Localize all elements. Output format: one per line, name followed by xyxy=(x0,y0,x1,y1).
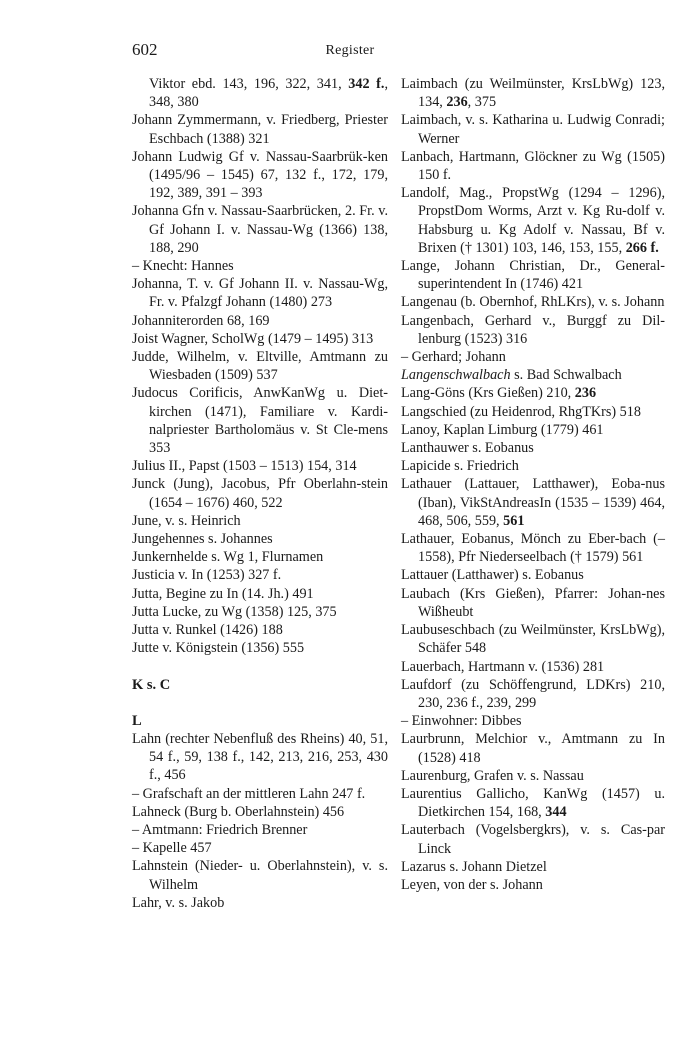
index-entry xyxy=(401,293,665,311)
entry-text: Lathauer, Eobanus, Mönch zu Eber-bach (– 1558), Pfr Niederseelbach († 1579) 561 xyxy=(401,531,665,566)
index-entry xyxy=(401,184,665,257)
entry-text: Langschied (zu Heidenrod, RhgTKrs) 518 xyxy=(401,403,641,420)
index-entry xyxy=(401,585,665,621)
index-entry xyxy=(401,421,665,439)
index-entry xyxy=(132,857,388,893)
entry-text: K s. C xyxy=(132,676,171,693)
index-entry xyxy=(401,658,665,676)
index-column-right xyxy=(401,75,665,894)
index-entry xyxy=(132,839,388,857)
entry-text: Laubuseschbach (zu Weilmünster, KrsLbWg), Schäfer 548 xyxy=(401,622,665,657)
index-entry xyxy=(132,512,388,530)
entry-text: Lang-Göns (Krs Gießen) 210, xyxy=(401,385,575,402)
entry-text: Langenbach, Gerhard v., Burggf zu Dil-lenburg (1523) 316 xyxy=(401,312,665,347)
index-entry xyxy=(401,821,665,857)
index-entry xyxy=(401,457,665,475)
index-entry xyxy=(401,257,665,293)
entry-text: Jutte v. Königstein (1356) 555 xyxy=(132,640,305,657)
index-entry xyxy=(132,621,388,639)
section-heading xyxy=(132,712,388,730)
index-entry xyxy=(132,821,388,839)
entry-text: Justicia v. In (1253) 327 f. xyxy=(132,567,282,584)
entry-text: Lattauer (Latthawer) s. Eobanus xyxy=(401,567,584,584)
index-entry xyxy=(401,785,665,821)
entry-text: Lapicide s. Friedrich xyxy=(401,458,519,475)
index-entry xyxy=(401,475,665,530)
entry-text: Lanoy, Kaplan Limburg (1779) 461 xyxy=(401,421,604,438)
entry-text: Laubach (Krs Gießen), Pfarrer: Johan-nes Wißheubt xyxy=(401,585,665,620)
index-entry xyxy=(132,275,388,311)
index-entry xyxy=(132,148,388,203)
entry-text: Lathauer (Lattauer, Latthawer), Eoba-nus (Iban), VikStAndreasIn (1535 – 1539) 464, 468, 506, 559, xyxy=(401,476,665,529)
index-entry xyxy=(401,676,665,712)
entry-text: Laurenburg, Grafen v. s. Nassau xyxy=(401,767,584,784)
entry-text: Lahneck (Burg b. Oberlahnstein) 456 xyxy=(132,803,345,820)
bold-page-reference: 344 xyxy=(545,804,567,821)
entry-text: Langenau (b. Obernhof, RhLKrs), v. s. Johann xyxy=(401,294,665,311)
entry-text: Lauerbach, Hartmann v. (1536) 281 xyxy=(401,658,605,675)
entry-text: Lahn (rechter Nebenfluß des Rheins) 40, 51, 54 f., 59, 138 f., 142, 213, 216, 253, 430 f., 456 xyxy=(132,730,388,784)
index-entry xyxy=(401,403,665,421)
entry-text: Lange, Johann Christian, Dr., General-superintendent In (1746) 421 xyxy=(401,258,665,293)
index-entry xyxy=(132,639,388,657)
index-entry xyxy=(401,730,665,766)
entry-text: s. Bad Schwalbach xyxy=(510,367,622,384)
entry-text: Johann Ludwig Gf v. Nassau-Saarbrük-ken (1495/96 – 1545) 67, 132 f., 172, 179, 192, 389, 391 – 393 xyxy=(132,148,388,202)
entry-text: Jutta v. Runkel (1426) 188 xyxy=(132,622,283,639)
entry-text: Lanbach, Hartmann, Glöckner zu Wg (1505) 150 f. xyxy=(401,148,665,184)
entry-text: Junck (Jung), Jacobus, Pfr Oberlahn-stein (1654 – 1676) 460, 522 xyxy=(132,476,388,511)
index-entry xyxy=(401,858,665,876)
index-entry xyxy=(132,348,388,384)
entry-text: Johann Zymmermann, v. Friedberg, Priester Eschbach (1388) 321 xyxy=(132,112,388,147)
index-entry xyxy=(401,111,665,147)
entry-text: Jungehennes s. Johannes xyxy=(132,531,273,548)
index-entry xyxy=(401,566,665,584)
bold-page-reference: 561 xyxy=(503,512,525,529)
entry-text: Lahnstein (Nieder- u. Oberlahnstein), v. s. Wilhelm xyxy=(132,858,388,893)
index-column-left xyxy=(132,75,388,912)
entry-text: Lauterbach (Vogelsbergkrs), v. s. Cas-par Linck xyxy=(401,822,665,857)
index-entry xyxy=(132,475,388,511)
entry-text: – Amtmann: Friedrich Brenner xyxy=(132,821,308,838)
index-entry xyxy=(132,548,388,566)
entry-text: Junkernhelde s. Wg 1, Flurnamen xyxy=(132,549,324,566)
entry-text: Judde, Wilhelm, v. Eltville, Amtmann zu Wiesbaden (1509) 537 xyxy=(132,349,388,384)
index-entry xyxy=(401,767,665,785)
entry-text: Johanniterorden 68, 169 xyxy=(132,312,270,329)
entry-text: Lanthauwer s. Eobanus xyxy=(401,440,534,457)
index-entry xyxy=(132,585,388,603)
entry-text: Judocus Corificis, AnwKanWg u. Diet-kirchen (1471), Familiare v. Kardi-nalpriester Bartholomäus v. St Cle-mens 353 xyxy=(132,385,388,457)
index-entry xyxy=(401,621,665,657)
index-entry xyxy=(132,566,388,584)
index-entry xyxy=(401,439,665,457)
index-entry xyxy=(132,75,388,111)
entry-text: June, v. s. Heinrich xyxy=(132,512,241,529)
entry-text: Joist Wagner, ScholWg (1479 – 1495) 313 xyxy=(132,330,374,347)
index-entry xyxy=(132,384,388,457)
entry-text: Lahr, v. s. Jakob xyxy=(132,894,225,911)
index-entry xyxy=(132,894,388,912)
index-entry xyxy=(401,348,665,366)
entry-text: Jutta Lucke, zu Wg (1358) 125, 375 xyxy=(132,603,337,620)
running-head: Register xyxy=(325,43,375,58)
entry-text: Jutta, Begine zu In (14. Jh.) 491 xyxy=(132,585,314,602)
entry-text: , 348, 380 xyxy=(149,76,388,111)
entry-text: Leyen, von der s. Johann xyxy=(401,876,543,893)
entry-text: Laufdorf (zu Schöffengrund, LDKrs) 210, 230, 236 f., 239, 299 xyxy=(401,676,665,711)
entry-text: L xyxy=(132,712,142,729)
index-entry xyxy=(401,366,665,384)
entry-text: – Knecht: Hannes xyxy=(132,258,234,275)
entry-text: Johanna, T. v. Gf Johann II. v. Nassau-Wg, Fr. v. Pfalzgf Johann (1480) 273 xyxy=(132,276,388,311)
entry-text: – Einwohner: Dibbes xyxy=(401,713,522,730)
index-entry xyxy=(401,876,665,894)
page-number: 602 xyxy=(132,40,158,59)
entry-text: – Gerhard; Johann xyxy=(401,349,506,366)
index-entry xyxy=(132,257,388,275)
index-entry xyxy=(132,330,388,348)
entry-text: Viktor ebd. 143, 196, 322, 341, xyxy=(149,76,349,92)
entry-text: Laurbrunn, Melchior v., Amtmann zu In (1528) 418 xyxy=(401,731,665,766)
index-entry xyxy=(401,530,665,566)
entry-text: Landolf, Mag., PropstWg (1294 – 1296), PropstDom Worms, Arzt v. Kg Ru-dolf v. Habsburg u. Kg Adolf v. Nassau, Bf v. Brixen († 1301) 103, 146, 153, 155, xyxy=(401,185,665,256)
index-entry xyxy=(132,730,388,785)
index-entry xyxy=(132,603,388,621)
entry-text: Laurentius Gallicho, KanWg (1457) u. Dietkirchen 154, 168, xyxy=(401,785,665,821)
entry-text: Julius II., Papst (1503 – 1513) 154, 314 xyxy=(132,458,357,475)
index-entry xyxy=(132,803,388,821)
entry-text: Johanna Gfn v. Nassau-Saarbrücken, 2. Fr. v. Gf Johann I. v. Nassau-Wg (1366) 138, 188, 290 xyxy=(132,203,388,256)
entry-text: – Kapelle 457 xyxy=(132,840,212,857)
index-entry xyxy=(132,111,388,147)
index-entry xyxy=(401,312,665,348)
entry-text: Laimbach (zu Weilmünster, KrsLbWg) 123, 134, xyxy=(401,76,665,111)
entry-text: , 375 xyxy=(467,94,497,111)
bold-page-reference: 236 xyxy=(574,385,597,402)
index-entry xyxy=(401,75,665,111)
bold-page-reference: 236 xyxy=(446,94,468,111)
section-heading xyxy=(132,676,388,694)
index-entry xyxy=(132,785,388,803)
index-entry xyxy=(132,312,388,330)
index-entry xyxy=(132,202,388,257)
index-entry xyxy=(401,712,665,730)
index-entry xyxy=(401,384,665,402)
entry-text: – Grafschaft an der mittleren Lahn 247 f. xyxy=(132,785,366,802)
index-entry xyxy=(401,148,665,184)
index-entry xyxy=(132,457,388,475)
bold-page-reference: 266 f. xyxy=(625,239,659,256)
entry-text: Laimbach, v. s. Katharina u. Ludwig Conradi; Werner xyxy=(401,112,665,147)
index-entry xyxy=(132,530,388,548)
entry-text: Lazarus s. Johann Dietzel xyxy=(401,858,547,875)
italic-term: Langenschwalbach xyxy=(401,367,511,384)
bold-page-reference: 342 f. xyxy=(348,76,385,92)
